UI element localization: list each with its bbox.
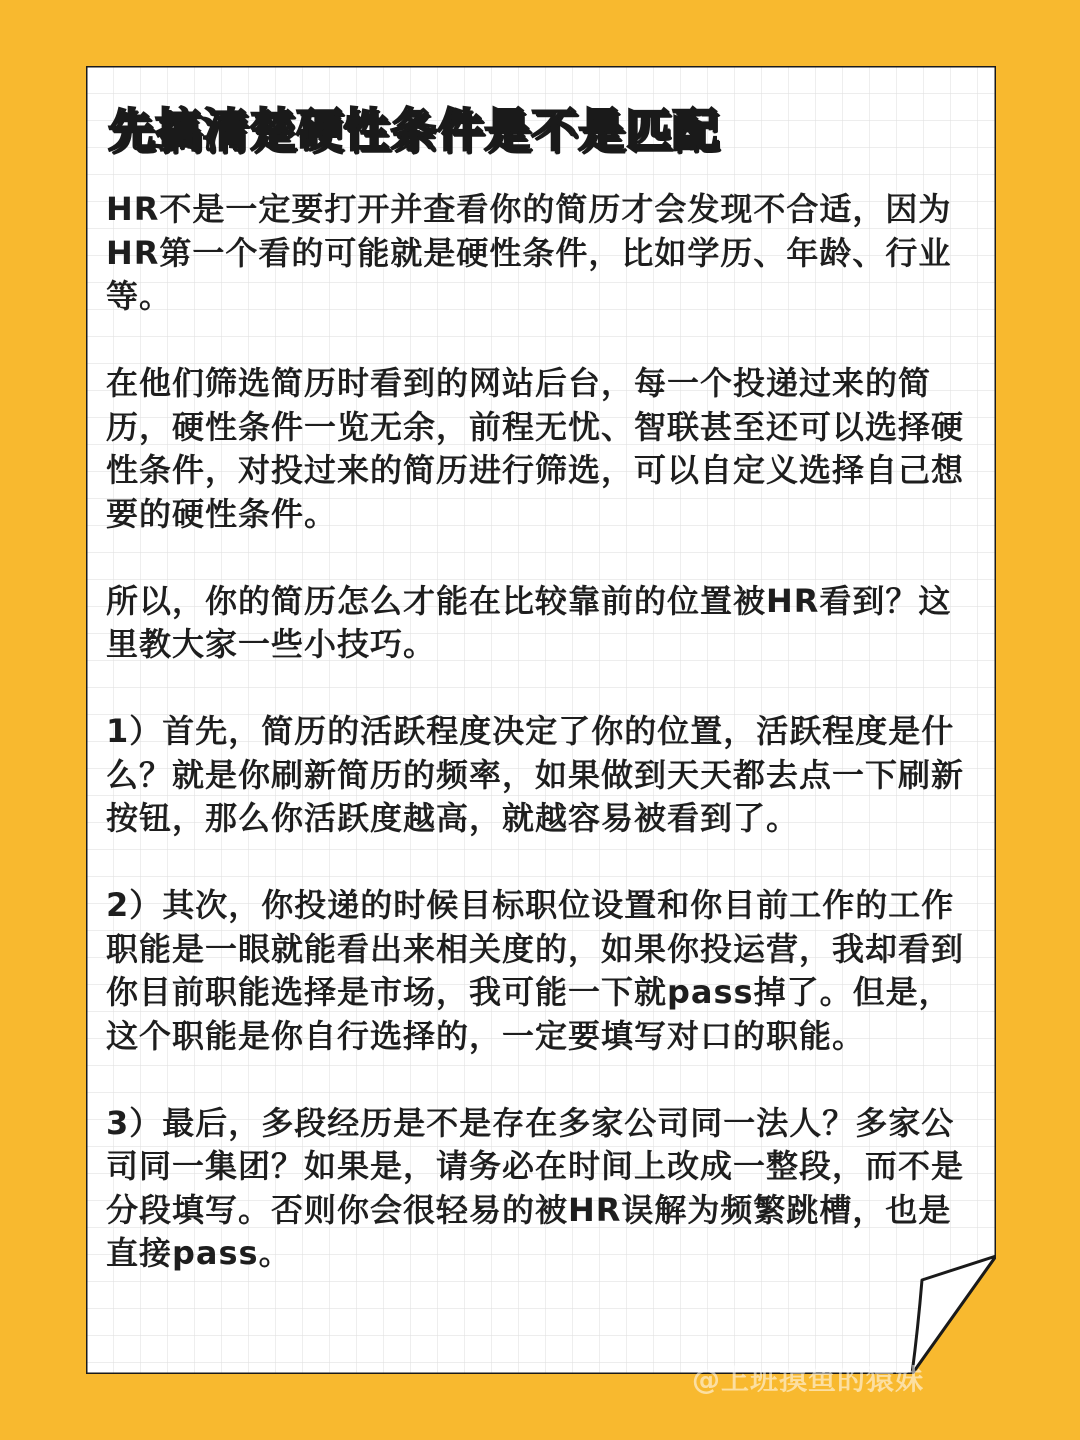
page-title: 先搞清楚硬性条件是不是匹配 bbox=[108, 103, 719, 157]
paragraph-tip-1: 1）首先，简历的活跃程度决定了你的位置，活跃程度是什么？就是你刷新简历的频率，如果做到天天都去点一下刷新按钮，那么你活跃度越高，就越容易被看到了。 bbox=[106, 712, 965, 837]
author-watermark: @上班摸鱼的猿妹 bbox=[692, 1363, 925, 1396]
paragraph-tip-3: 3）最后，多段经历是不是存在多家公司同一法人？多家公司同一集团？如果是，请务必在时间上改成一整段，而不是分段填写。否则你会很轻易的被HR误解为频繁跳槽，也是直接pass。 bbox=[106, 1103, 965, 1272]
paragraph-intro: HR不是一定要打开并查看你的简历才会发现不合适，因为HR第一个看的可能就是硬性条件，比如学历、年龄、行业等。 bbox=[106, 190, 952, 315]
paragraph-question: 所以，你的简历怎么才能在比较靠前的位置被HR看到？这里教大家一些小技巧。 bbox=[106, 581, 952, 663]
paragraph-tip-2: 2）其次，你投递的时候目标职位设置和你目前工作的工作职能是一眼就能看出来相关度的，如果你投运营，我却看到你目前职能选择是市场，我可能一下就pass掉了。但是，这个职能是你自行选择的，一定要填写对口的职能。 bbox=[106, 886, 965, 1055]
article-body bbox=[106, 188, 968, 1319]
paragraph-backend-filter: 在他们筛选简历时看到的网站后台，每一个投递过来的简历，硬性条件一览无余，前程无忧、智联甚至还可以选择硬性条件，对投过来的简历进行筛选，可以自定义选择自己想要的硬性条件。 bbox=[106, 364, 965, 533]
note-paper bbox=[86, 66, 996, 1374]
